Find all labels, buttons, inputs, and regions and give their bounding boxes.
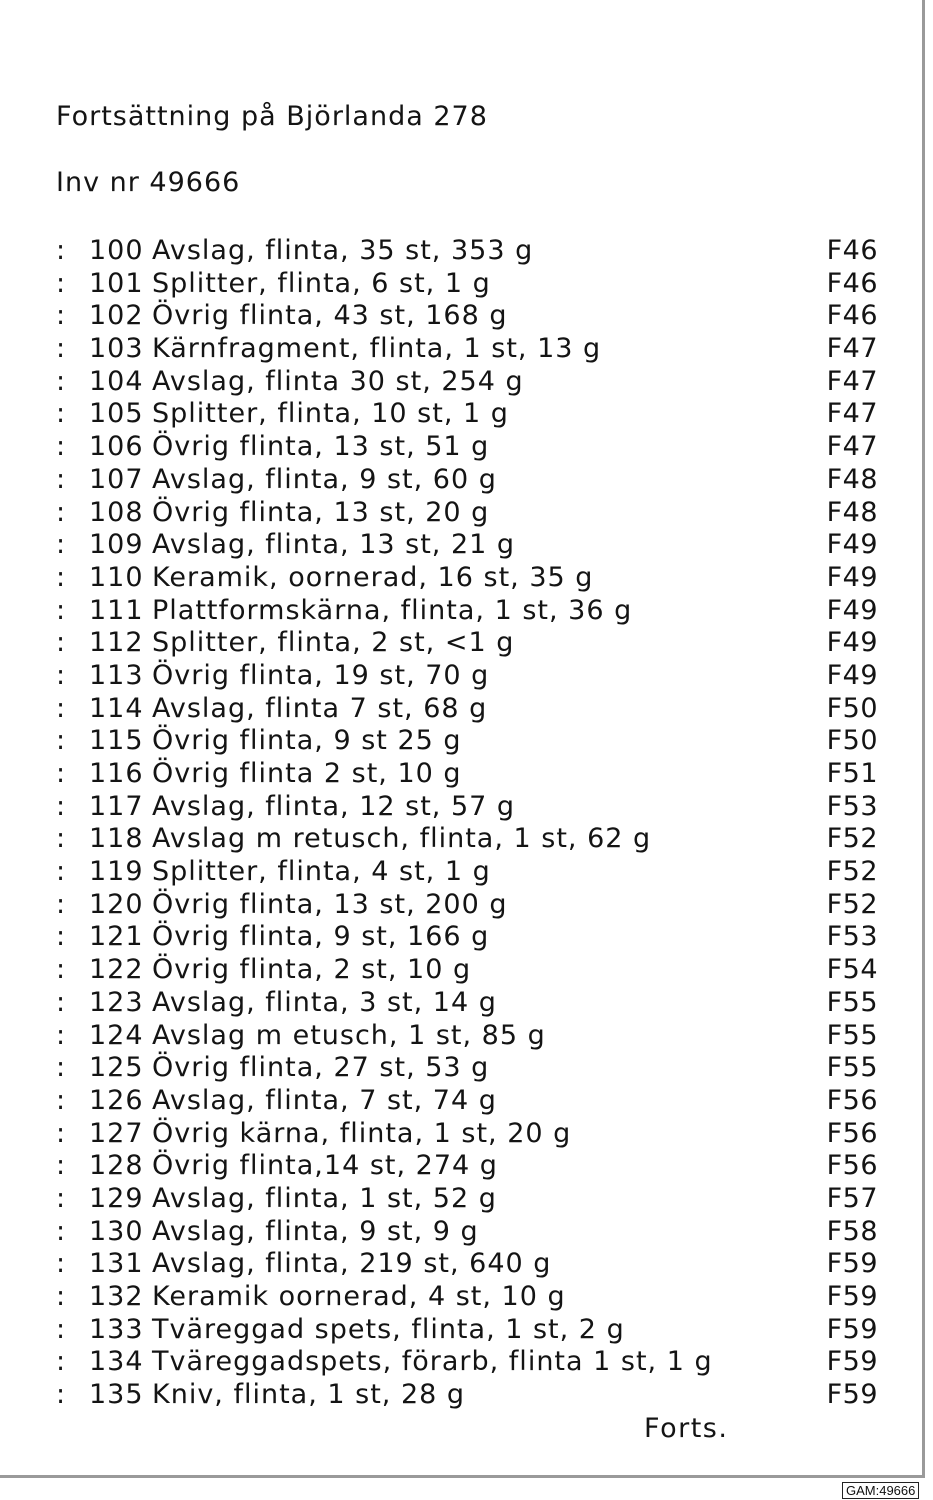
entry-number: 121 [89,921,144,953]
catalog-stamp: GAM:49666 [842,1482,919,1499]
entry-description: Splitter, flinta, 2 st, <1 g [152,627,515,659]
entry-find-code: F59 [826,1379,878,1411]
entry-description: Övrig flinta 2 st, 10 g [152,758,462,789]
entry-number: 106 [89,431,144,463]
entry-find-code: F46 [826,235,878,266]
entry-find-code: F53 [826,921,878,953]
list-item [56,235,886,268]
entry-number: 114 [89,692,144,724]
entry-find-code: F59 [826,1313,878,1345]
entry-separator: : [56,1084,66,1116]
entry-find-code: F57 [826,1182,878,1214]
entry-separator: : [56,1248,66,1280]
list-item [56,366,886,399]
entry-find-code: F52 [826,888,878,920]
list-item [56,268,886,301]
entry-separator: : [56,267,66,299]
entry-separator: : [56,627,66,659]
entry-separator: : [56,758,66,789]
entry-description: Övrig flinta, 19 st, 70 g [152,659,490,691]
entry-separator: : [56,496,66,528]
entry-number: 129 [89,1182,144,1214]
entry-separator: : [56,529,66,561]
entry-number: 123 [89,986,144,1018]
entry-find-code: F47 [826,333,878,365]
entry-number: 125 [89,1052,144,1084]
entry-separator: : [56,692,66,724]
entry-find-code: F59 [826,1346,878,1378]
entry-find-code: F51 [826,758,878,789]
entry-number: 110 [89,561,144,593]
list-item [56,987,886,1020]
entry-number: 127 [89,1117,144,1149]
entry-find-code: F50 [826,725,878,757]
entry-description: Övrig flinta, 9 st, 166 g [152,921,490,953]
entry-find-code: F56 [826,1117,878,1149]
card-title: Fortsättning på Björlanda 278 [56,101,488,132]
entry-separator: : [56,333,66,365]
entry-find-code: F55 [826,1052,878,1084]
list-item [56,1346,886,1379]
entry-number: 105 [89,398,144,430]
entry-number: 115 [89,725,144,757]
entry-number: 104 [89,365,144,397]
list-item [56,954,886,987]
list-item [56,889,886,922]
entry-description: Splitter, flinta, 4 st, 1 g [152,856,491,888]
entry-find-code: F55 [826,1019,878,1051]
entry-description: Övrig flinta, 43 st, 168 g [152,300,508,332]
entry-find-code: F54 [826,954,878,986]
entry-separator: : [56,594,66,626]
entry-description: Övrig flinta, 9 st 25 g [152,725,462,757]
entry-number: 119 [89,856,144,888]
entry-find-code: F49 [826,594,878,626]
list-item [56,1183,886,1216]
entry-separator: : [56,365,66,397]
entry-separator: : [56,790,66,822]
list-item [56,398,886,431]
entry-number: 122 [89,954,144,986]
list-item [56,823,886,856]
entry-separator: : [56,921,66,953]
entry-separator: : [56,1281,66,1312]
entry-separator: : [56,1379,66,1411]
list-item [56,529,886,562]
list-item [56,856,886,889]
entry-number: 135 [89,1379,144,1411]
entry-number: 134 [89,1346,144,1378]
list-item [56,431,886,464]
entry-separator: : [56,1182,66,1214]
entry-find-code: F50 [826,692,878,724]
list-item [56,758,886,791]
entry-number: 131 [89,1248,144,1280]
entry-description: Avslag m etusch, 1 st, 85 g [152,1019,546,1051]
entry-number: 112 [89,627,144,659]
list-item [56,791,886,824]
entry-list [56,235,886,1412]
list-item [56,1248,886,1281]
list-item [56,333,886,366]
entry-find-code: F52 [826,823,878,855]
entry-description: Övrig flinta,14 st, 274 g [152,1150,498,1182]
list-item [56,1150,886,1183]
list-item [56,300,886,333]
entry-description: Keramik oornerad, 4 st, 10 g [152,1281,566,1312]
entry-find-code: F47 [826,431,878,463]
entry-number: 111 [89,594,144,626]
entry-find-code: F46 [826,300,878,332]
entry-number: 124 [89,1019,144,1051]
entry-find-code: F47 [826,365,878,397]
list-item [56,1052,886,1085]
entry-description: Övrig flinta, 13 st, 20 g [152,496,490,528]
entry-description: Avslag, flinta 7 st, 68 g [152,692,488,724]
entry-separator: : [56,235,66,266]
entry-description: Övrig flinta, 13 st, 200 g [152,888,508,920]
entry-find-code: F55 [826,986,878,1018]
entry-find-code: F52 [826,856,878,888]
list-item [56,1379,886,1412]
entry-separator: : [56,1019,66,1051]
entry-description: Avslag, flinta, 35 st, 353 g [152,235,534,266]
entry-separator: : [56,463,66,495]
entry-description: Avslag, flinta, 9 st, 9 g [152,1215,479,1247]
entry-description: Splitter, flinta, 10 st, 1 g [152,398,509,430]
list-item [56,921,886,954]
entry-description: Avslag m retusch, flinta, 1 st, 62 g [152,823,652,855]
entry-find-code: F49 [826,529,878,561]
list-item [56,660,886,693]
list-item [56,1314,886,1347]
entry-description: Avslag, flinta, 1 st, 52 g [152,1182,497,1214]
entry-find-code: F49 [826,561,878,593]
entry-separator: : [56,954,66,986]
list-item [56,497,886,530]
entry-description: Kniv, flinta, 1 st, 28 g [152,1379,466,1411]
entry-number: 101 [89,267,144,299]
entry-description: Övrig flinta, 2 st, 10 g [152,954,472,986]
entry-find-code: F48 [826,463,878,495]
list-item [56,1118,886,1151]
entry-find-code: F56 [826,1150,878,1182]
entry-separator: : [56,725,66,757]
list-item [56,627,886,660]
entry-description: Kärnfragment, flinta, 1 st, 13 g [152,333,602,365]
entry-number: 128 [89,1150,144,1182]
entry-number: 133 [89,1313,144,1345]
entry-number: 130 [89,1215,144,1247]
entry-separator: : [56,1052,66,1084]
entry-number: 120 [89,888,144,920]
entry-find-code: F56 [826,1084,878,1116]
entry-description: Splitter, flinta, 6 st, 1 g [152,267,491,299]
entry-description: Avslag, flinta, 13 st, 21 g [152,529,516,561]
entry-separator: : [56,561,66,593]
entry-number: 109 [89,529,144,561]
entry-description: Tväreggad spets, flinta, 1 st, 2 g [152,1313,625,1345]
entry-number: 102 [89,300,144,332]
list-item [56,595,886,628]
entry-separator: : [56,888,66,920]
entry-description: Övrig flinta, 27 st, 53 g [152,1052,490,1084]
list-item [56,1216,886,1249]
entry-separator: : [56,986,66,1018]
entry-number: 100 [89,235,144,266]
entry-separator: : [56,1313,66,1345]
entry-find-code: F49 [826,659,878,691]
entry-description: Avslag, flinta, 3 st, 14 g [152,986,497,1018]
entry-find-code: F47 [826,398,878,430]
entry-find-code: F46 [826,267,878,299]
entry-number: 107 [89,463,144,495]
entry-description: Tväreggadspets, förarb, flinta 1 st, 1 g [152,1346,713,1378]
list-item [56,464,886,497]
entry-separator: : [56,1346,66,1378]
entry-separator: : [56,300,66,332]
entry-description: Avslag, flinta 30 st, 254 g [152,365,524,397]
list-item [56,562,886,595]
list-item [56,1085,886,1118]
entry-number: 103 [89,333,144,365]
entry-find-code: F59 [826,1248,878,1280]
entry-separator: : [56,1150,66,1182]
entry-number: 116 [89,758,144,789]
list-item [56,1281,886,1314]
entry-description: Övrig kärna, flinta, 1 st, 20 g [152,1117,572,1149]
entry-description: Plattformskärna, flinta, 1 st, 36 g [152,594,633,626]
entry-description: Övrig flinta, 13 st, 51 g [152,431,490,463]
entry-find-code: F53 [826,790,878,822]
entry-separator: : [56,1215,66,1247]
continued-note: Forts. [644,1413,729,1444]
entry-number: 108 [89,496,144,528]
entry-separator: : [56,856,66,888]
inventory-number: Inv nr 49666 [56,167,241,198]
entry-number: 126 [89,1084,144,1116]
entry-number: 117 [89,790,144,822]
entry-number: 132 [89,1281,144,1312]
entry-description: Avslag, flinta, 219 st, 640 g [152,1248,552,1280]
list-item [56,1020,886,1053]
entry-number: 113 [89,659,144,691]
list-item [56,725,886,758]
entry-find-code: F58 [826,1215,878,1247]
entry-description: Avslag, flinta, 9 st, 60 g [152,463,497,495]
entry-separator: : [56,398,66,430]
entry-description: Avslag, flinta, 7 st, 74 g [152,1084,497,1116]
entry-description: Keramik, oornerad, 16 st, 35 g [152,561,594,593]
entry-separator: : [56,659,66,691]
entry-number: 118 [89,823,144,855]
entry-separator: : [56,431,66,463]
list-item [56,693,886,726]
entry-find-code: F59 [826,1281,878,1312]
entry-description: Avslag, flinta, 12 st, 57 g [152,790,516,822]
entry-find-code: F49 [826,627,878,659]
entry-separator: : [56,1117,66,1149]
entry-find-code: F48 [826,496,878,528]
entry-separator: : [56,823,66,855]
